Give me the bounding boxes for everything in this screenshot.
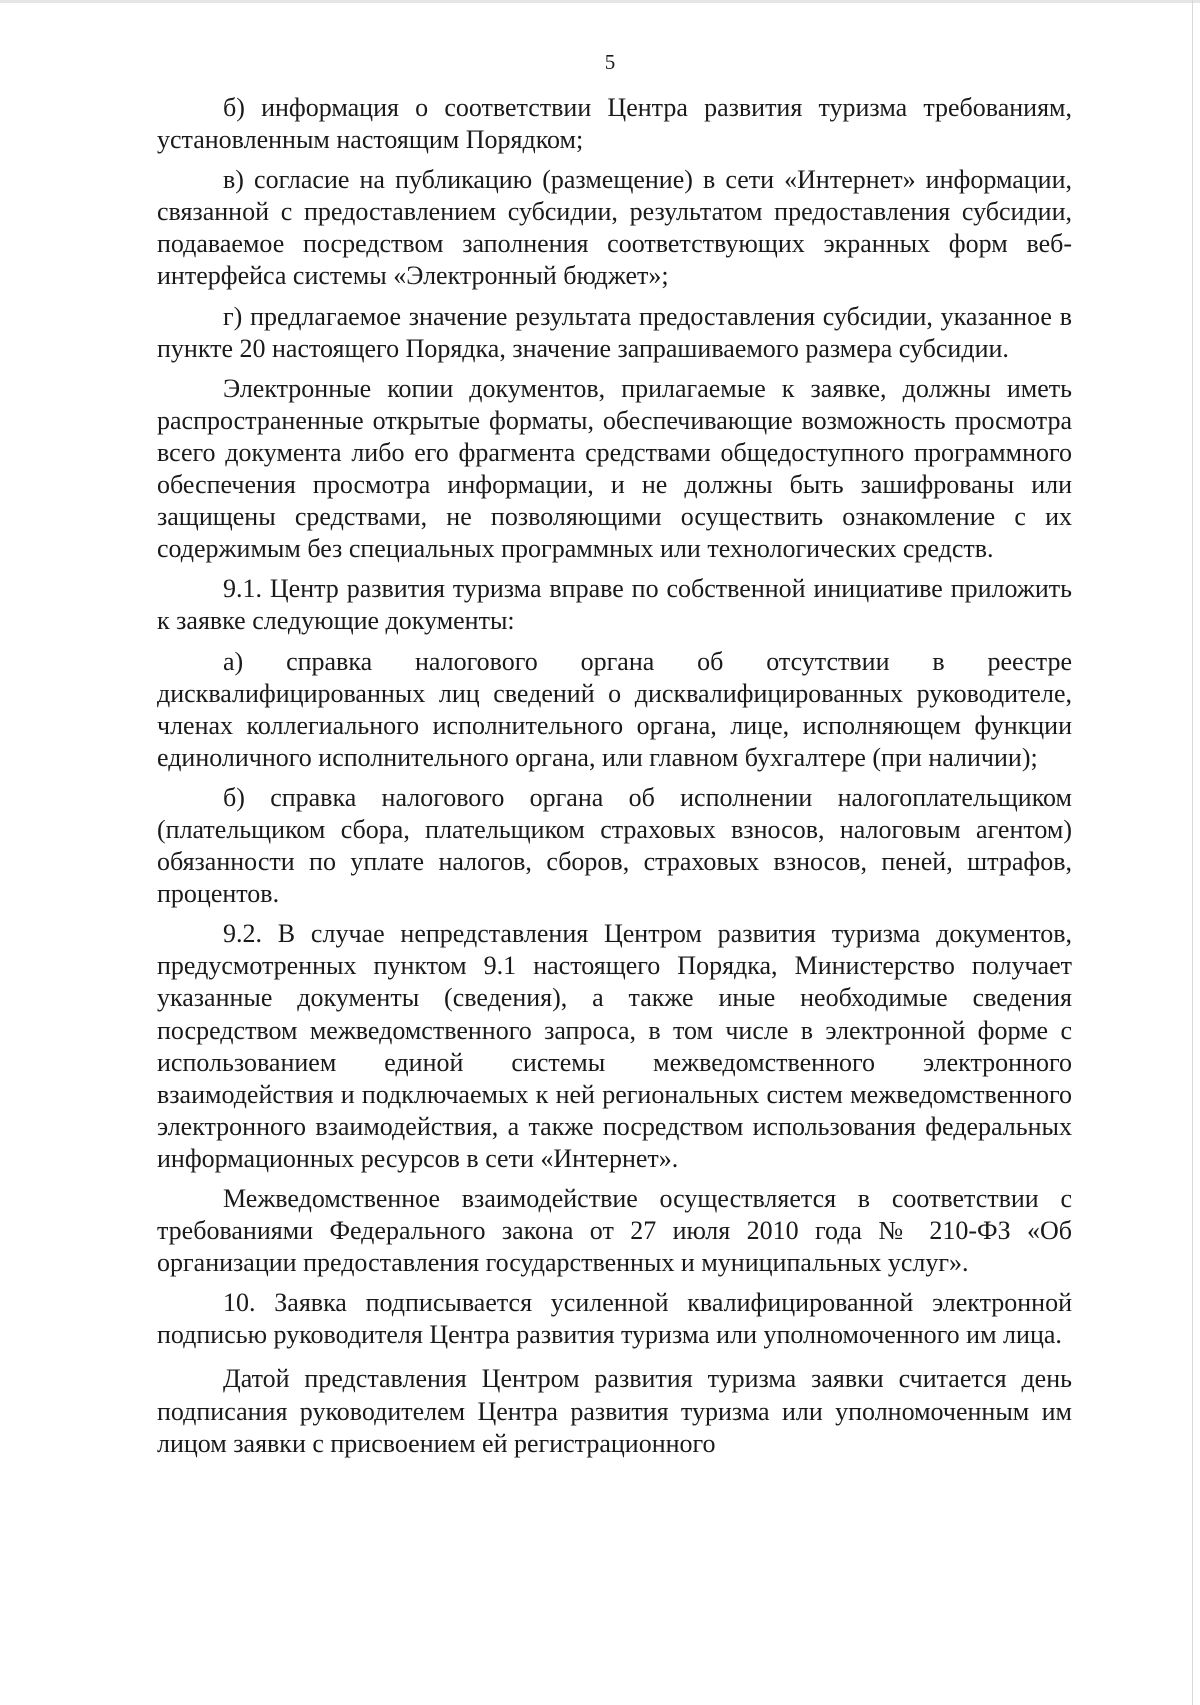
document-body: [157, 92, 1072, 1460]
paragraph-9-1-b: б) справка налогового органа об исполнении налогоплательщиком (плательщиком сбора, плательщиком страховых взносов, налоговым агентом) обязанности по уплате налогов, сборов, страховых взносов, пеней, штрафов, процентов.: [157, 782, 1072, 909]
scan-top-edge: [0, 0, 1200, 3]
paragraph-9-2: 9.2. В случае непредставления Центром развития туризма документов, предусмотренных пунктом 9.1 настоящего Порядка, Министерство получает указанные документы (сведения), а также иные необходимые сведения посредством межведомственного запроса, в том числе в электронной форме с использованием единой системы межведомственного электронного взаимодействия и подключаемых к ней региональных систем межведомственного электронного взаимодействия, а также посредством использования федеральных информационных ресурсов в сети «Интернет».: [157, 919, 1072, 1173]
page-number: 5: [604, 50, 616, 74]
paragraph-submission-date: Датой представления Центром развития туризма заявки считается день подписания руководителем Центра развития туризма или уполномоченным им лицом заявки с присвоением ей регистрационного: [157, 1364, 1072, 1458]
paragraph-9-1: 9.1. Центр развития туризма вправе по собственной инициативе приложить к заявке следующие документы:: [157, 574, 1072, 636]
paragraph-interagency: Межведомственное взаимодействие осуществляется в соответствии с требованиями Федерального закона от 27 июля 2010 года № 210-ФЗ «Об организации предоставления государственных и муниципальных услуг».: [157, 1184, 1072, 1278]
paragraph-electronic-copies: Электронные копии документов, прилагаемые к заявке, должны иметь распространенные открытые форматы, обеспечивающие возможность просмотра всего документа либо его фрагмента средствами общедоступного программного обеспечения просмотра информации, и не должны быть зашифрованы или защищены средствами, не позволяющими осуществить ознакомление с их содержимым без специальных программных или технологических средств.: [157, 373, 1072, 564]
paragraph-10: 10. Заявка подписывается усиленной квалифицированной электронной подписью руководителя Центра развития туризма или уполномоченного им лица.: [157, 1288, 1072, 1350]
scan-right-edge: [1192, 0, 1193, 1705]
paragraph-item-v: в) согласие на публикацию (размещение) в сети «Интернет» информации, связанной с предоставлением субсидии, результатом предоставления субсидии, подаваемое посредством заполнения соответствующих экранных форм веб-интерфейса системы «Электронный бюджет»;: [157, 165, 1072, 291]
paragraph-item-b: б) информация о соответствии Центра развития туризма требованиям, установленным настоящим Порядком;: [157, 93, 1072, 155]
paragraph-item-g: г) предлагаемое значение результата предоставления субсидии, указанное в пункте 20 настоящего Порядка, значение запрашиваемого размера субсидии.: [157, 301, 1072, 363]
paragraph-9-1-a: а) справка налогового органа об отсутствии в реестре дисквалифицированных лиц сведений о дисквалифицированных руководителе, членах коллегиального исполнительного органа, лице, исполняющем функции единоличного исполнительного органа, или главном бухгалтере (при наличии);: [157, 646, 1072, 772]
